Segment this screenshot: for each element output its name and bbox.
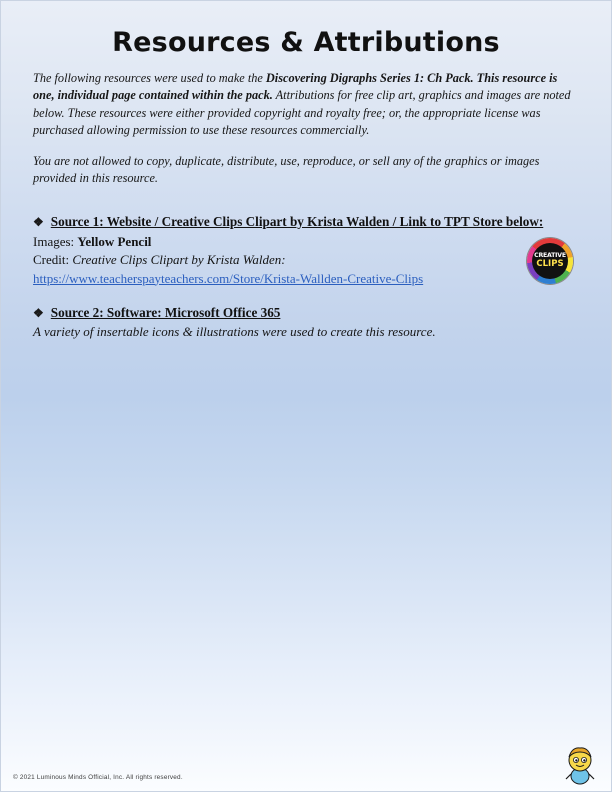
footer-copyright: © 2021 Luminous Minds Official, Inc. All rights reserved. bbox=[13, 774, 183, 781]
intro-paragraph-2: You are not allowed to copy, duplicate, distribute, use, reproduce, or sell any of the graphics or images provided in this resource. bbox=[33, 153, 540, 186]
source-2-heading-text: Source 2: Software: Microsoft Office 365 bbox=[50, 304, 281, 320]
source-2-note: A variety of insertable icons & illustrations were used to create this resource. bbox=[33, 323, 436, 339]
credit-value: Creative Clips Clipart by Krista Walden: bbox=[72, 252, 286, 268]
creative-clips-logo-icon bbox=[527, 238, 573, 284]
diamond-bullet-icon-2: ❖ bbox=[33, 305, 44, 320]
intro-text-part-2: Attributions for free clip art, graphics and images are noted below. These resources were either provided copyright and royalty free; or, the appropriate license was purchased allowing permission to use these resources commercially. bbox=[33, 88, 571, 138]
intro-paragraph-1 bbox=[33, 70, 579, 140]
credit-label: Credit: bbox=[33, 252, 70, 268]
source-2-heading bbox=[33, 305, 579, 321]
tpt-store-link[interactable]: https://www.teacherspayteachers.com/Store/Krista-Wallden-Creative-Clips bbox=[33, 270, 424, 286]
source-1-heading-text: Source 1: Website / Creative Clips Clipart by Krista Walden / Link to TPT Store below: bbox=[50, 213, 544, 229]
page-content bbox=[13, 19, 599, 340]
sources-section bbox=[33, 214, 579, 340]
diamond-bullet-icon: ❖ bbox=[33, 214, 44, 229]
intro-text-bold-1: Discovering Digraphs Series 1: Ch Pack. This resource is one, individual page contained within the pack. bbox=[33, 71, 558, 103]
source-1-block bbox=[33, 214, 579, 288]
source-1-credit-line bbox=[33, 251, 579, 268]
source-1-images-line bbox=[33, 233, 579, 250]
paragraph-spacer bbox=[13, 140, 599, 153]
mascot-icon bbox=[563, 745, 597, 785]
images-label: Images: bbox=[33, 233, 75, 249]
page-title: Resources & Attributions bbox=[112, 27, 500, 58]
intro-text-part-1: The following resources were used to make the bbox=[33, 71, 266, 85]
source-2-block bbox=[33, 305, 579, 340]
source-1-heading bbox=[33, 214, 579, 230]
images-value: Yellow Pencil bbox=[77, 233, 152, 249]
logo-top-text: CREATIVE bbox=[534, 251, 566, 259]
creative-clips-logo-inner bbox=[532, 243, 568, 279]
logo-bottom-text: CLIPS bbox=[536, 259, 564, 270]
